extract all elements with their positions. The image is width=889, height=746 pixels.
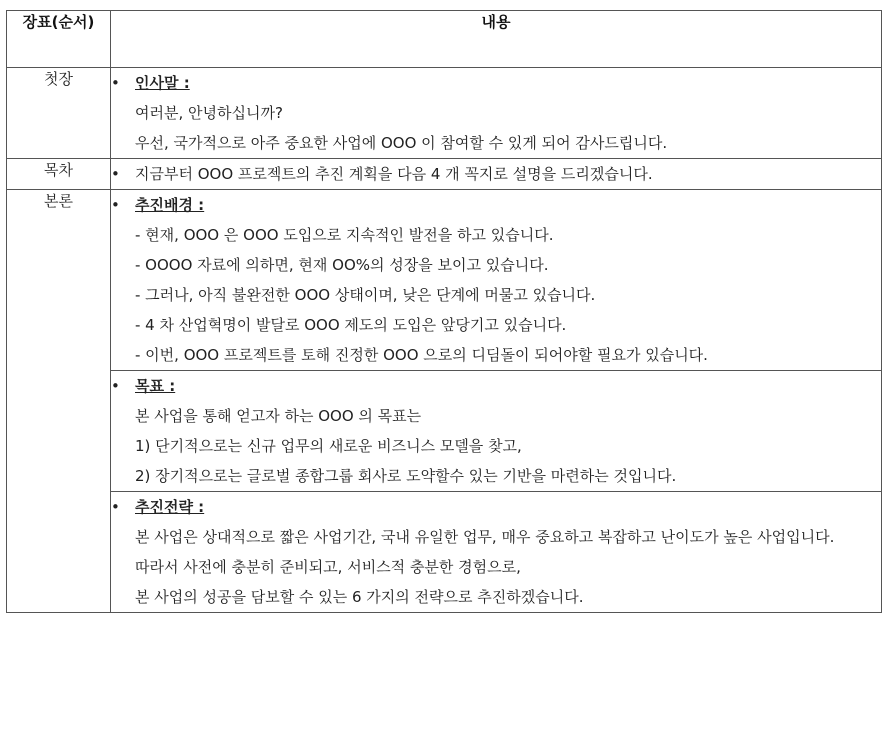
row-toc [7, 159, 882, 190]
text-line: 1) 단기적으로는 신규 업무의 새로운 비즈니스 모델을 찾고, [135, 437, 522, 455]
section-title-goal: 목표 : [135, 377, 176, 395]
row-goal [7, 371, 882, 492]
bullet-icon: • [111, 196, 120, 214]
presentation-outline-table [6, 10, 882, 613]
section-title-strategy: 추진전략 : [135, 498, 205, 516]
bullet-heading-greeting [111, 68, 881, 98]
text-line: - 현재, OOO 은 OOO 도입으로 지속적인 발전을 하고 있습니다. [135, 226, 554, 244]
bullet-heading-background [111, 190, 881, 220]
bullet-icon: • [111, 377, 120, 395]
text-line: - 이번, OOO 프로젝트를 토해 진정한 OOO 으로의 디딤돌이 되어야할 필요가 있습니다. [135, 346, 708, 364]
bullet-heading-strategy [111, 492, 881, 522]
toc-text: 지금부터 OOO 프로젝트의 추진 계획을 다음 4 개 꼭지로 설명을 드리겠습니다. [135, 165, 653, 183]
section-title-background: 추진배경 : [135, 196, 205, 214]
content-goal [111, 371, 882, 492]
section-title-greeting: 인사말 : [135, 74, 190, 92]
header-slide-order: 장표(순서) [7, 11, 111, 68]
row-intro [7, 68, 882, 159]
bullet-line-toc [111, 159, 881, 189]
text-line: - OOOO 자료에 의하면, 현재 OO%의 성장을 보이고 있습니다. [135, 256, 549, 274]
header-content: 내용 [111, 11, 882, 68]
bullet-icon: • [111, 74, 120, 92]
text-line: 2) 장기적으로는 글로벌 종합그룹 회사로 도약할수 있는 기반을 마련하는 것입니다. [135, 467, 677, 485]
label-intro: 첫장 [7, 68, 111, 159]
bullet-icon: • [111, 165, 120, 183]
row-background [7, 190, 882, 371]
text-line: 따라서 사전에 충분히 준비되고, 서비스적 충분한 경험으로, [135, 558, 521, 576]
content-background [111, 190, 882, 371]
text-line: 여러분, 안녕하십니까? [135, 104, 283, 122]
row-strategy [7, 492, 882, 613]
label-toc: 목차 [7, 159, 111, 190]
content-intro [111, 68, 882, 159]
text-line: - 4 차 산업혁명이 발달로 OOO 제도의 도입은 앞당기고 있습니다. [135, 316, 567, 334]
content-strategy [111, 492, 882, 613]
bullet-heading-goal [111, 371, 881, 401]
bullet-icon: • [111, 498, 120, 516]
label-body: 본론 [7, 190, 111, 613]
text-line: 본 사업을 통해 얻고자 하는 OOO 의 목표는 [135, 407, 422, 425]
text-line: 본 사업은 상대적으로 짧은 사업기간, 국내 유일한 업무, 매우 중요하고 복잡하고 난이도가 높은 사업입니다. [135, 528, 835, 546]
text-line: 본 사업의 성공을 담보할 수 있는 6 가지의 전략으로 추진하겠습니다. [135, 588, 584, 606]
text-line: - 그러나, 아직 불완전한 OOO 상태이며, 낮은 단계에 머물고 있습니다. [135, 286, 596, 304]
text-line: 우선, 국가적으로 아주 중요한 사업에 OOO 이 참여할 수 있게 되어 감사드립니다. [135, 134, 668, 152]
content-toc [111, 159, 882, 190]
header-row [7, 11, 882, 68]
